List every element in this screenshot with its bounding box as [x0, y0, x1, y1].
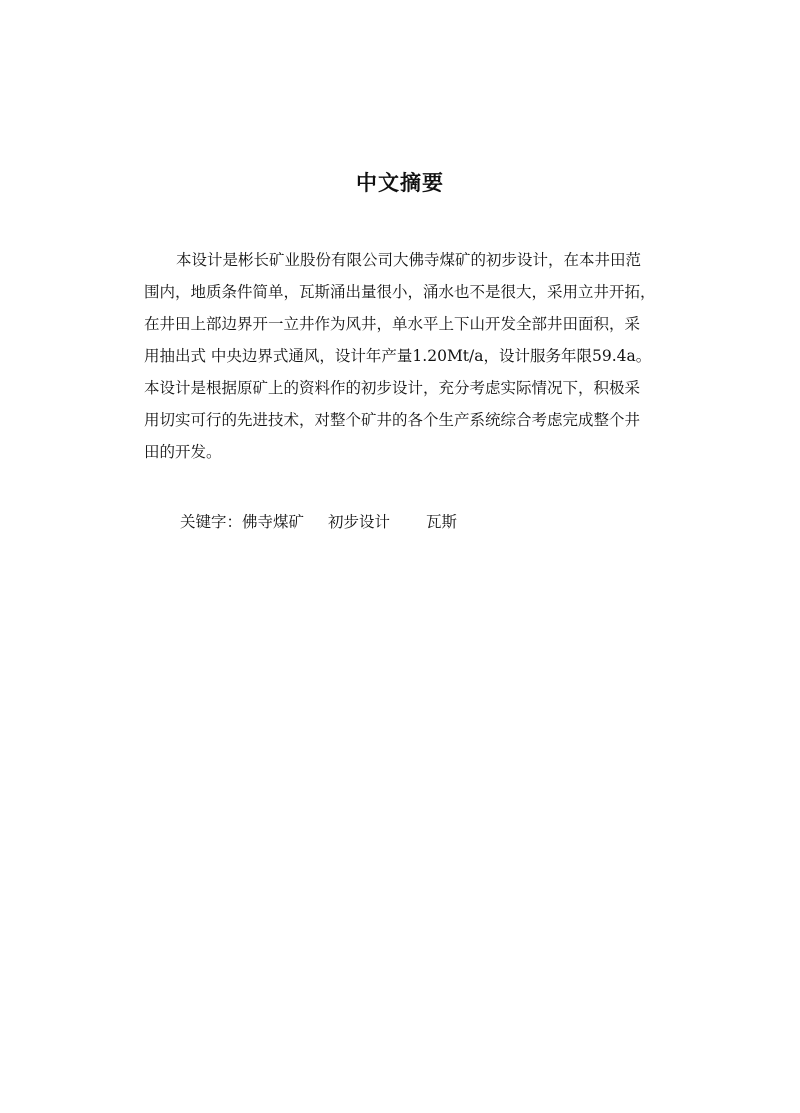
keywords-label: 关键字：: [180, 513, 243, 531]
abstract-line: 围内，地质条件简单，瓦斯涌出量很小，涌水也不是很大，采用立井开拓，: [144, 283, 656, 301]
abstract-line: 用抽出式 中央边界式通风，设计年产量1.20Mt/a，设计服务年限59.4a。: [144, 347, 652, 365]
keyword-item: 佛寺煤矿: [242, 513, 305, 531]
page-title: 中文摘要: [356, 171, 444, 195]
abstract-line: 本设计是根据原矿上的资料作的初步设计，充分考虑实际情况下，积极采: [144, 379, 641, 397]
abstract-line: 田的开发。: [144, 443, 222, 461]
abstract-line: 在井田上部边界开一立井作为风井，单水平上下山开发全部井田面积，采: [144, 315, 641, 333]
abstract-line: 用切实可行的先进技术，对整个矿井的各个生产系统综合考虑完成整个井: [144, 411, 641, 429]
abstract-line: 本设计是彬长矿业股份有限公司大佛寺煤矿的初步设计，在本井田范: [176, 251, 642, 269]
abstract-body: [144, 244, 712, 468]
keyword-item: 瓦斯: [426, 513, 458, 531]
keyword-item: 初步设计: [328, 513, 391, 531]
keywords-line: [180, 507, 457, 537]
